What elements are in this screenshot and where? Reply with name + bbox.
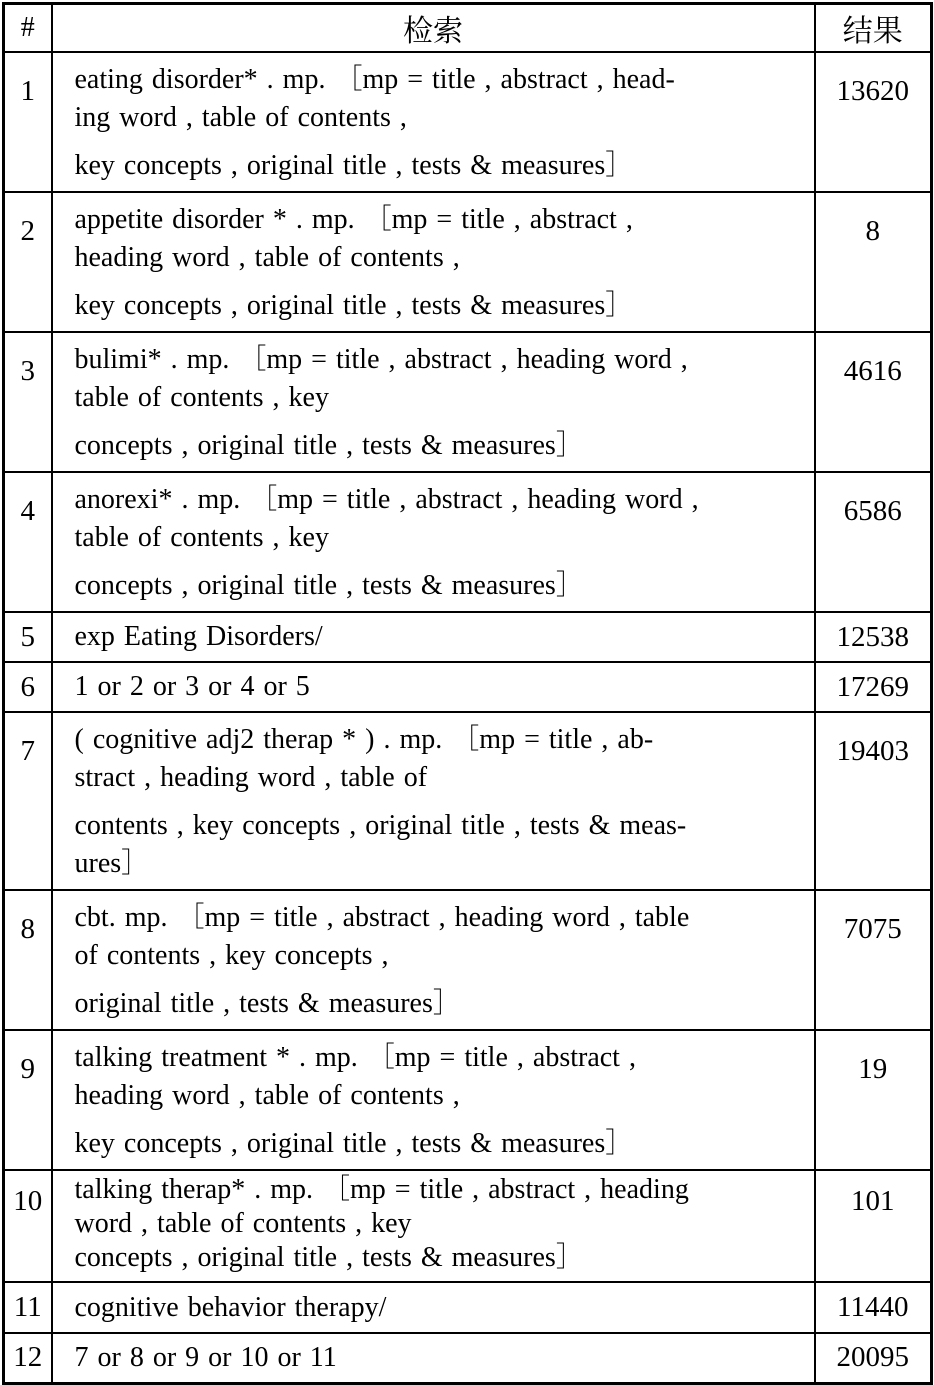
table-row (4, 332, 932, 472)
row-number: 5 (4, 612, 52, 662)
search-query (52, 1282, 815, 1333)
result-count: 17269 (815, 662, 932, 712)
table-row (4, 1170, 932, 1282)
table-row (4, 612, 932, 662)
row-number: 4 (4, 472, 52, 612)
query-line: anorexi* . mp. ［mp = title , abstract , heading word , (74, 484, 699, 515)
query-line: key concepts , original title , tests & measures］ (74, 1128, 634, 1159)
result-count: 19 (815, 1030, 932, 1170)
query-line: ures］ (74, 848, 150, 879)
header-number: # (4, 4, 52, 53)
search-query (52, 192, 815, 332)
query-line: heading word , table of contents , (74, 1080, 460, 1111)
result-count: 13620 (815, 52, 932, 192)
row-number: 2 (4, 192, 52, 332)
table-row (4, 1333, 932, 1383)
query-line: heading word , table of contents , (74, 242, 460, 273)
result-count: 4616 (815, 332, 932, 472)
query-line: stract , heading word , table of (74, 762, 428, 793)
row-number: 8 (4, 890, 52, 1030)
query-line: ing word , table of contents , (74, 102, 407, 133)
table-row (4, 472, 932, 612)
result-count: 19403 (815, 712, 932, 890)
query-line: table of contents , key (74, 522, 329, 553)
row-number: 12 (4, 1333, 52, 1383)
query-line: 7 or 8 or 9 or 10 or 11 (74, 1341, 337, 1373)
result-count: 20095 (815, 1333, 932, 1383)
search-query (52, 1170, 815, 1282)
search-query (52, 662, 815, 712)
query-line: talking treatment * . mp. ［mp = title , abstract , (74, 1042, 636, 1073)
query-line: concepts , original title , tests & measures］ (74, 430, 584, 461)
query-line: appetite disorder * . mp. ［mp = title , abstract , (74, 204, 633, 235)
query-line: original title , tests & measures］ (74, 988, 461, 1019)
search-query (52, 1333, 815, 1383)
row-number: 1 (4, 52, 52, 192)
search-query (52, 472, 815, 612)
table-row (4, 712, 932, 890)
query-line: ( cognitive adj2 therap * ) . mp. ［mp = title , ab- (74, 724, 654, 755)
header-row (4, 4, 932, 53)
query-line: word , table of contents , key (74, 1208, 412, 1239)
query-line: table of contents , key (74, 382, 329, 413)
row-number: 7 (4, 712, 52, 890)
query-line: key concepts , original title , tests & measures］ (74, 150, 634, 181)
search-query (52, 890, 815, 1030)
row-number: 9 (4, 1030, 52, 1170)
search-query (52, 712, 815, 890)
search-query (52, 612, 815, 662)
search-strategy-table (2, 2, 933, 1385)
row-number: 3 (4, 332, 52, 472)
result-count: 101 (815, 1170, 932, 1282)
row-number: 10 (4, 1170, 52, 1282)
result-count: 8 (815, 192, 932, 332)
result-count: 12538 (815, 612, 932, 662)
result-count: 7075 (815, 890, 932, 1030)
result-count: 6586 (815, 472, 932, 612)
query-line: concepts , original title , tests & measures］ (74, 1242, 584, 1273)
query-line: eating disorder* . mp. ［mp = title , abstract , head- (74, 64, 675, 95)
search-query (52, 332, 815, 472)
query-line: of contents , key concepts , (74, 940, 389, 971)
query-line: exp Eating Disorders/ (74, 621, 323, 652)
row-number: 6 (4, 662, 52, 712)
result-count: 11440 (815, 1282, 932, 1333)
table-row (4, 52, 932, 192)
search-query (52, 52, 815, 192)
header-search: 检索 (52, 4, 815, 53)
query-line: bulimi* . mp. ［mp = title , abstract , heading word , (74, 344, 688, 375)
header-results: 结果 (815, 4, 932, 53)
query-line: contents , key concepts , original title , tests & meas- (74, 810, 687, 841)
table-row (4, 890, 932, 1030)
query-line: cognitive behavior therapy/ (74, 1291, 387, 1323)
table-row (4, 1282, 932, 1333)
search-query (52, 1030, 815, 1170)
row-number: 11 (4, 1282, 52, 1333)
query-line: cbt. mp. ［mp = title , abstract , heading word , table (74, 902, 690, 933)
query-line: 1 or 2 or 3 or 4 or 5 (74, 671, 310, 702)
query-line: concepts , original title , tests & measures］ (74, 570, 584, 601)
table-row (4, 662, 932, 712)
table-row (4, 192, 932, 332)
query-line: key concepts , original title , tests & measures］ (74, 290, 634, 321)
query-line: talking therap* . mp. ［mp = title , abstract , heading (74, 1174, 689, 1205)
table-row (4, 1030, 932, 1170)
